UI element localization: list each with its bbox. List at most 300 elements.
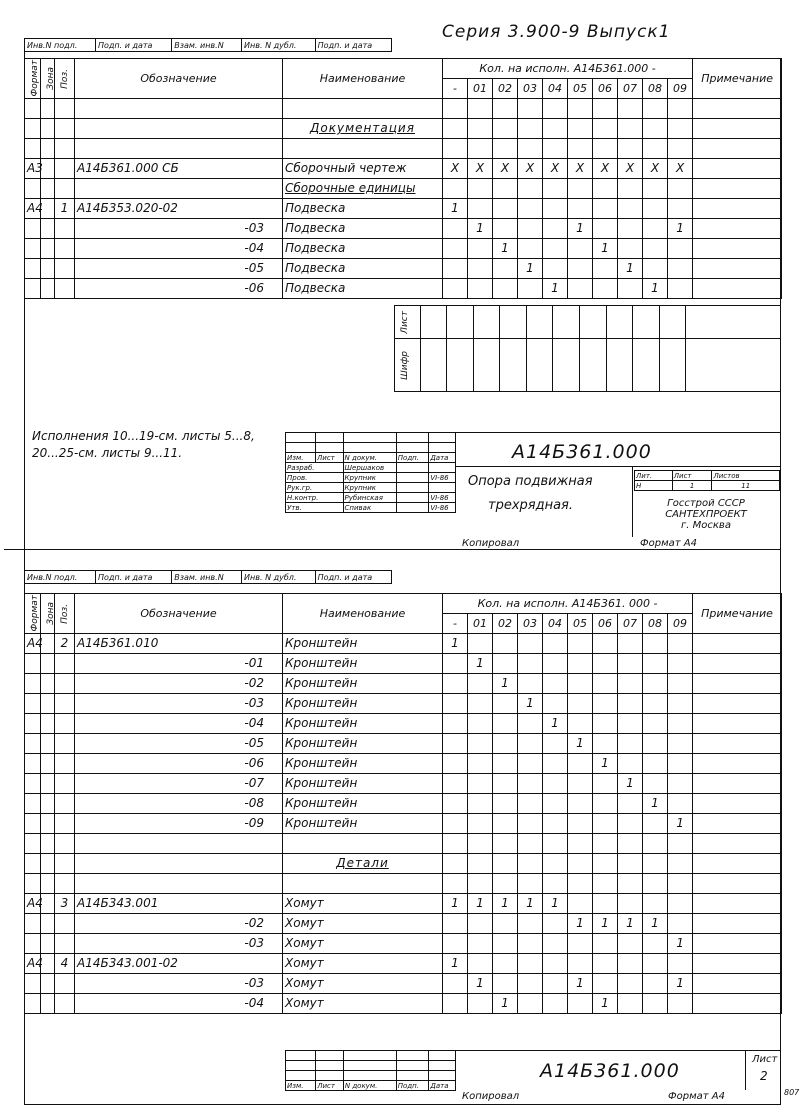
note-cell	[693, 934, 782, 954]
designation-cell: -04	[75, 714, 283, 734]
qty-cell	[593, 279, 618, 299]
qty-cell: 1	[493, 674, 518, 694]
format-header-text: Формат	[30, 595, 40, 632]
note-cell	[693, 634, 782, 654]
variant-header: 06	[593, 79, 618, 99]
zone-cell	[41, 694, 55, 714]
name-cell	[283, 834, 443, 854]
table-row	[25, 834, 782, 854]
sheets-label: Листов	[712, 471, 780, 481]
table-row	[25, 634, 782, 654]
qty-cell	[618, 814, 643, 834]
series-label: Серия 3.900-9 Выпуск1	[442, 22, 671, 42]
side-cell	[659, 339, 686, 392]
header-row	[25, 59, 782, 79]
table-row	[25, 854, 782, 874]
qty-cell	[568, 874, 593, 894]
title-hdr-cell: Изм.	[286, 453, 316, 463]
format-cell	[25, 674, 41, 694]
qty-cell	[543, 774, 568, 794]
qty-cell	[643, 694, 668, 714]
qty-cell	[443, 139, 468, 159]
designation-cell	[75, 119, 283, 139]
zone-cell	[41, 139, 55, 159]
variant-header: 05	[568, 79, 593, 99]
qty-cell	[493, 914, 518, 934]
pos-cell	[55, 239, 75, 259]
qty-cell	[643, 674, 668, 694]
footer-sheet-number: 2	[760, 1069, 768, 1083]
name-cell: Кронштейн	[283, 814, 443, 834]
qty-cell	[543, 854, 568, 874]
note-cell	[693, 714, 782, 734]
qty-cell: X	[518, 159, 543, 179]
qty-cell: X	[443, 159, 468, 179]
top-strip-1	[24, 38, 392, 52]
cipher-side-label	[395, 339, 421, 392]
sheet-value: 1	[672, 481, 712, 491]
qty-cell	[493, 634, 518, 654]
qty-cell	[568, 934, 593, 954]
zone-cell	[41, 654, 55, 674]
qty-cell	[493, 754, 518, 774]
table-row	[25, 874, 782, 894]
qty-cell: 1	[593, 994, 618, 1014]
top-strip-cell: Взам. инв.N	[172, 39, 242, 52]
qty-cell: 1	[468, 974, 493, 994]
qty-cell	[518, 674, 543, 694]
qty-cell	[643, 734, 668, 754]
qty-cell	[668, 99, 693, 119]
qty-cell: X	[568, 159, 593, 179]
side-cell	[659, 306, 686, 339]
format-header	[25, 594, 41, 634]
qty-cell	[593, 694, 618, 714]
name-cell: Кронштейн	[283, 734, 443, 754]
qty-cell	[443, 734, 468, 754]
side-cell	[579, 339, 606, 392]
side-cell	[633, 339, 660, 392]
qty-cell	[618, 139, 643, 159]
qty-cell	[593, 814, 618, 834]
format-cell	[25, 734, 41, 754]
pos-cell	[55, 794, 75, 814]
qty-cell	[518, 654, 543, 674]
title-block-vsplit	[632, 466, 633, 537]
name-cell: Кронштейн	[283, 714, 443, 734]
note-cell	[693, 279, 782, 299]
name-cell: Хомут	[283, 974, 443, 994]
date-cell: VI-86	[429, 473, 456, 483]
designation-cell: -04	[75, 239, 283, 259]
qty-cell	[443, 754, 468, 774]
qty-cell: 1	[643, 279, 668, 299]
person-cell: Рубинская	[343, 493, 396, 503]
pos-cell	[55, 834, 75, 854]
zone-cell	[41, 794, 55, 814]
zone-cell	[41, 99, 55, 119]
qty-cell	[568, 119, 593, 139]
qty-cell	[643, 199, 668, 219]
qty-cell	[618, 754, 643, 774]
table-row	[25, 894, 782, 914]
qty-cell	[668, 179, 693, 199]
zone-cell	[41, 239, 55, 259]
variant-header: 03	[518, 79, 543, 99]
qty-cell	[568, 279, 593, 299]
name-header: Наименование	[283, 59, 443, 99]
qty-cell	[468, 259, 493, 279]
qty-cell	[643, 934, 668, 954]
table-row	[25, 734, 782, 754]
qty-cell	[443, 179, 468, 199]
pos-header	[55, 59, 75, 99]
variant-header: -	[443, 79, 468, 99]
table-row	[25, 754, 782, 774]
qty-cell	[493, 139, 518, 159]
qty-cell	[443, 794, 468, 814]
side-cell	[579, 306, 606, 339]
qty-cell	[568, 694, 593, 714]
name-cell: Кронштейн	[283, 794, 443, 814]
format-cell	[25, 854, 41, 874]
note-cell	[693, 794, 782, 814]
note-cell	[693, 239, 782, 259]
zone-cell	[41, 834, 55, 854]
note-cell	[693, 119, 782, 139]
name-cell: Подвеска	[283, 219, 443, 239]
designation-cell: -05	[75, 259, 283, 279]
title-hdr-cell: Дата	[429, 453, 456, 463]
format-label-2: Формат А4	[668, 1091, 725, 1102]
qty-cell	[518, 139, 543, 159]
qty-cell: X	[543, 159, 568, 179]
pos-cell	[55, 654, 75, 674]
qty-cell	[643, 654, 668, 674]
format-cell	[25, 874, 41, 894]
pos-header	[55, 594, 75, 634]
qty-cell	[468, 139, 493, 159]
side-cell	[526, 339, 553, 392]
qty-cell	[618, 834, 643, 854]
qty-cell	[443, 974, 468, 994]
pos-cell	[55, 694, 75, 714]
qty-cell	[668, 894, 693, 914]
qty-cell	[518, 99, 543, 119]
sheet-side-label-text: Лист	[400, 310, 410, 334]
qty-cell	[493, 874, 518, 894]
top-strip-cell: Подп. и дата	[95, 39, 171, 52]
title-block-name-2: трехрядная.	[488, 498, 573, 513]
qty-cell	[618, 714, 643, 734]
top-strip-cell: Инв. N дубл.	[242, 39, 316, 52]
role-cell: Н.контр.	[286, 493, 344, 503]
qty-cell	[468, 834, 493, 854]
qty-cell	[593, 99, 618, 119]
lit-value: Н	[635, 481, 673, 491]
pos-cell	[55, 119, 75, 139]
qty-cell	[668, 954, 693, 974]
name-cell: Документация	[283, 119, 443, 139]
qty-cell	[543, 259, 568, 279]
qty-cell	[543, 874, 568, 894]
qty-cell	[643, 834, 668, 854]
title-block-top	[456, 432, 781, 433]
pos-cell	[55, 674, 75, 694]
qty-cell	[518, 119, 543, 139]
qty-cell	[643, 634, 668, 654]
qty-cell	[568, 199, 593, 219]
qty-cell	[568, 954, 593, 974]
top-strip-cell: Взам. инв.N	[172, 571, 242, 584]
role-cell: Пров.	[286, 473, 344, 483]
designation-cell: А14Б343.001-02	[75, 954, 283, 974]
qty-cell	[668, 754, 693, 774]
note-cell	[693, 139, 782, 159]
name-cell: Подвеска	[283, 259, 443, 279]
format-cell	[25, 714, 41, 734]
pos-cell	[55, 279, 75, 299]
sheet-label: Лист	[672, 471, 712, 481]
qty-cell	[518, 754, 543, 774]
qty-cell	[643, 994, 668, 1014]
qty-cell	[618, 694, 643, 714]
qty-cell: 1	[543, 894, 568, 914]
cipher-side-label-text: Шифр	[400, 350, 410, 380]
variant-header: 01	[468, 614, 493, 634]
note-cell	[693, 674, 782, 694]
footer-hdr-cell: Подп.	[396, 1081, 429, 1091]
qty-cell	[593, 199, 618, 219]
note-cell	[693, 259, 782, 279]
qty-cell	[643, 874, 668, 894]
qty-cell	[493, 854, 518, 874]
qty-cell	[468, 279, 493, 299]
variant-header: 05	[568, 614, 593, 634]
pos-cell: 3	[55, 894, 75, 914]
table-row	[25, 159, 782, 179]
note-cell	[693, 854, 782, 874]
org-block	[640, 498, 772, 531]
format-cell	[25, 814, 41, 834]
pos-cell	[55, 974, 75, 994]
qty-cell	[543, 834, 568, 854]
name-cell: Сборочный чертеж	[283, 159, 443, 179]
table-row	[25, 934, 782, 954]
pos-cell	[55, 934, 75, 954]
qty-cell	[593, 894, 618, 914]
qty-cell	[543, 634, 568, 654]
qty-cell: 1	[593, 914, 618, 934]
qty-cell	[468, 854, 493, 874]
qty-cell	[643, 239, 668, 259]
qty-cell	[543, 794, 568, 814]
qty-cell	[643, 894, 668, 914]
designation-cell: -07	[75, 774, 283, 794]
side-cell	[420, 306, 447, 339]
org-line1: Госстрой СССР	[667, 498, 745, 509]
title-block-name-1: Опора подвижная	[468, 474, 593, 489]
zone-cell	[41, 814, 55, 834]
signature-cell	[396, 483, 429, 493]
qty-cell	[518, 814, 543, 834]
side-cell	[526, 306, 553, 339]
qty-cell	[443, 654, 468, 674]
side-cell	[606, 306, 633, 339]
pos-cell	[55, 734, 75, 754]
qty-cell	[668, 714, 693, 734]
pos-header-text: Поз.	[60, 603, 70, 624]
spec-table-1	[24, 58, 782, 299]
qty-cell	[443, 99, 468, 119]
qty-cell	[493, 259, 518, 279]
qty-cell	[568, 994, 593, 1014]
qty-cell	[493, 279, 518, 299]
title-hdr-cell: Подп.	[396, 453, 429, 463]
qty-cell	[668, 874, 693, 894]
qty-cell	[643, 119, 668, 139]
qty-cell	[518, 794, 543, 814]
role-cell: Рук.гр.	[286, 483, 344, 493]
qty-cell	[518, 994, 543, 1014]
format-cell	[25, 259, 41, 279]
copied-label-2: Копировал	[462, 1091, 520, 1102]
qty-cell	[468, 814, 493, 834]
date-cell: VI-86	[429, 503, 456, 513]
variant-header: 03	[518, 614, 543, 634]
qty-cell	[443, 834, 468, 854]
qty-cell: 1	[443, 894, 468, 914]
qty-cell	[543, 934, 568, 954]
qty-cell	[468, 199, 493, 219]
note-cell	[693, 994, 782, 1014]
note-cell	[693, 159, 782, 179]
designation-cell: А14Б361.000 СБ	[75, 159, 283, 179]
copied-label-1: Копировал	[462, 538, 520, 549]
name-cell: Кронштейн	[283, 634, 443, 654]
sheet-divider	[4, 549, 781, 550]
qty-cell	[443, 854, 468, 874]
note-cell	[693, 654, 782, 674]
qty-cell	[468, 634, 493, 654]
signature-cell	[396, 493, 429, 503]
qty-cell	[618, 854, 643, 874]
qty-cell: 1	[618, 259, 643, 279]
format-cell	[25, 179, 41, 199]
qty-cell	[593, 834, 618, 854]
variant-header: 01	[468, 79, 493, 99]
qty-cell	[543, 814, 568, 834]
note-cell	[693, 894, 782, 914]
name-cell: Хомут	[283, 894, 443, 914]
footer-code: А14Б361.000	[540, 1060, 680, 1082]
qty-cell	[518, 199, 543, 219]
qty-cell	[518, 634, 543, 654]
qty-cell	[668, 854, 693, 874]
qty-cell	[668, 794, 693, 814]
table-row	[25, 674, 782, 694]
qty-cell: 1	[493, 894, 518, 914]
table-row	[25, 694, 782, 714]
name-cell: Хомут	[283, 914, 443, 934]
qty-cell	[668, 674, 693, 694]
sheets-value: 11	[712, 481, 780, 491]
qty-cell	[543, 734, 568, 754]
name-cell: Кронштейн	[283, 674, 443, 694]
table-row	[25, 994, 782, 1014]
variant-header: 04	[543, 614, 568, 634]
qty-cell	[593, 934, 618, 954]
qty-cell	[543, 974, 568, 994]
name-cell	[283, 139, 443, 159]
side-cell	[447, 339, 474, 392]
variant-header: 07	[618, 79, 643, 99]
name-cell: Подвеска	[283, 239, 443, 259]
qty-cell: 1	[568, 914, 593, 934]
qty-cell	[493, 834, 518, 854]
qty-cell	[568, 754, 593, 774]
qty-cell: 1	[443, 954, 468, 974]
name-cell: Кронштейн	[283, 774, 443, 794]
qty-cell: X	[468, 159, 493, 179]
qty-cell: 1	[668, 219, 693, 239]
qty-cell	[443, 219, 468, 239]
date-cell: VI-86	[429, 493, 456, 503]
format-cell	[25, 934, 41, 954]
zone-cell	[41, 734, 55, 754]
qty-cell: 1	[668, 974, 693, 994]
name-cell: Кронштейн	[283, 754, 443, 774]
qty-cell	[618, 654, 643, 674]
designation-cell: -05	[75, 734, 283, 754]
name-cell: Детали	[283, 854, 443, 874]
person-cell: Шершаков	[343, 463, 396, 473]
qty-cell	[593, 654, 618, 674]
format-cell	[25, 974, 41, 994]
zone-cell	[41, 119, 55, 139]
qty-cell	[468, 754, 493, 774]
qty-cell	[668, 239, 693, 259]
note-cell	[693, 219, 782, 239]
qty-cell	[518, 734, 543, 754]
note-header: Примечание	[693, 594, 782, 634]
qty-cell	[493, 119, 518, 139]
qty-cell	[468, 994, 493, 1014]
qty-cell	[668, 734, 693, 754]
qty-cell	[518, 934, 543, 954]
format-cell	[25, 694, 41, 714]
qty-cell: 1	[493, 239, 518, 259]
format-cell	[25, 219, 41, 239]
qty-cell	[593, 874, 618, 894]
qty-cell	[518, 714, 543, 734]
designation-cell: -06	[75, 279, 283, 299]
pos-cell	[55, 259, 75, 279]
person-cell: Крупник	[343, 473, 396, 483]
pos-header-text: Поз.	[60, 68, 70, 89]
side-cell	[553, 306, 580, 339]
qty-cell	[618, 179, 643, 199]
note-cell	[693, 199, 782, 219]
note-header: Примечание	[693, 59, 782, 99]
pos-cell	[55, 754, 75, 774]
name-cell: Подвеска	[283, 279, 443, 299]
qty-cell	[668, 774, 693, 794]
qty-cell	[443, 694, 468, 714]
designation-cell: -08	[75, 794, 283, 814]
pos-cell	[55, 139, 75, 159]
format-cell: А4	[25, 199, 41, 219]
